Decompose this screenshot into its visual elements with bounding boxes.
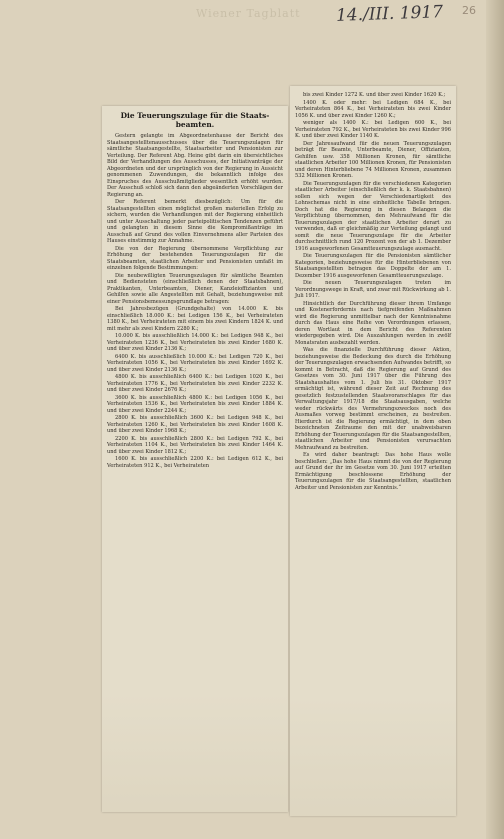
paragraph: Die neuen Teuerungszulagen treten im Verordnungswege in Kraft, und zwar mit Rückwirkung ab 1. Juli 1917. [295, 280, 451, 299]
article-title: Die Teuerungszulage für die Staats- beamten. [120, 111, 270, 129]
masthead-stamp: Wiener Tagblatt [196, 7, 301, 20]
paragraph: 2800 K. bis ausschließlich 3600 K.: bei Ledigen 948 K., bei Verheirateten 1260 K., bei Verheirateten bis zwei Kinder 1608 K. und über zwei Kinder 1968 K.; [107, 415, 283, 434]
paragraph: 10.000 K. bis ausschließlich 14.000 K.: bei Ledigen 948 K., bei Verheirateten 1236 K., bei Verheirateten bis zwei Kinder 1680 K. und über zwei Kinder 2136 K.; [107, 333, 283, 352]
paragraph: 1400 K. oder mehr: bei Ledigen 684 K., bei Verheirateten 864 K., bei Verheirateten bis zwei Kinder 1056 K. und über zwei Kinder 1260 K.; [295, 99, 451, 119]
paragraph: 2200 K. bis ausschließlich 2800 K.: bei Ledigen 792 K., bei Verheirateten 1104 K., bei Verheirateten bis zwei Kinder 1464 K. und über zwei Kinder 1812 K.; [107, 435, 283, 455]
handwritten-date: 14./III. 1917 [335, 2, 444, 26]
paragraph: 1600 K. bis ausschließlich 2200 K.: bei Ledigen 612 K., bei Verheirateten 912 K., bei Verheirateten [107, 456, 283, 469]
paragraph: Bei Jahresbezügen (Grundgehalte) von 14.000 K. bis einschließlich 18.000 K.: bei Ledigen 156 K., bei Verheirateten 1380 K., bei Verheirateten mit einem bis zwei Kindern 1824 K. und mit mehr als zwei Kindern 2280 K.; [107, 306, 283, 332]
paragraph: weniger als 1400 K.: bei Ledigen 600 K., bei Verheirateten 792 K., bei Verheirateten bis zwei Kinder 996 K. und über zwei Kinder 1140 K. [295, 120, 451, 139]
paragraph: 6400 K. bis ausschließlich 10.000 K.: bei Ledigen 720 K., bei Verheirateten 1056 K., bei Verheirateten bis zwei Kinder 1692 K. und über zwei Kinder 2136 K.; [107, 353, 283, 373]
paragraph: Die von der Regierung übernommene Verpflichtung zur Erhöhung der bestehenden Teuerungszulagen für die Staatsbeamten, staatlichen Arbeiter und Pensionisten umfaßt im einzelnen folgende Bestimmungen: [107, 245, 283, 271]
left-column-text [107, 112, 283, 808]
archive-header [0, 0, 504, 34]
paragraph: Was die finanzielle Durchführung dieser Aktion, beziehungsweise die Bedeckung des durch die Erhöhung der Teuerungszulagen erwachsenden Aufwandes betrifft, so kommt in Betracht, daß die Regierung auf Grund des Gesetzes vom 30. Juni 1917 über die Führung des Staatshaushaltes vom 1. Juli bis 31. Oktober 1917 ermächtigt ist, während dieser Zeit auf Rechnung des gesetzlich festzustellenden Staatsvoranschlages für das Verwaltungsjahr 1917/18 die Staatsausgaben, welche weder rückwärts des Vermehrungszweckes noch des Ausmaßes vorweg bestimmt erscheinen, zu bestreiten. Hierdurch ist die Regierung ermächtigt, in dem oben bezeichneten Zeitraume den mit der unabweisbaren Erhöhung der Teuerungszulagen für die Staatsangestellten, staatlichen Arbeiter und Pensionisten verursachten Mehraufwand zu bestreiten. [295, 347, 451, 451]
paragraph: Es wird daher beantragt: Das hohe Haus wolle beschließen: „Das hohe Haus nimmt die von der Regierung auf Grund der ihr im Gesetze vom 30. Juni 1917 erteilten Ermächtigung beschlossene Erhöhung der Teuerungszulagen für die Staatsangestellten, staatlichen Arbeiter und Pensionisten zur Kenntnis.“ [295, 452, 451, 491]
paragraph: bis zwei Kinder 1272 K. und über zwei Kinder 1620 K.; [303, 92, 446, 98]
paragraph: Die Teuerungszulagen für die Pensionisten sämtlicher Kategorien, beziehungsweise für die Hinterbliebenen von Staatsangestellten betragen das Doppelte der am 1. Dezember 1916 ausgeworfenen Gesamtteuerungszulage. [295, 253, 451, 279]
paragraph: Die Teuerungszulagen für die verschiedenen Kategorien staatlicher Arbeiter (einschließlich der k. k. Staatsbahnen) sollen sich wegen der Verschiedenartigkeit des Lohnschemas nicht in eine einheitliche Tabelle bringen. Doch hat die Regierung in diesen Belangen die Verpflichtung übernommen, den Mehraufwand für die Teuerungszulagen der staatlichen Arbeiter derart zu verwenden, daß er gleichmäßig zur Verteilung gelangt und somit die neue Teuerungszulage für die Arbeiter durchschnittlich rund 120 Prozent von der ab 1. Dezember 1916 ausgeworfenen Gesamtteuerungszulage ausmacht. [295, 180, 451, 252]
paragraph: Gestern gelangte im Abgeordnetenhause der Bericht des Staatsangestelltenausschusses über die Teuerungszulagen für sämtliche Staatsangestellte, Staatsarbeiter und Pensionisten zur Verteilung. Der Referent Abg. Heine gibt darin ein übersichtliches Bild der Verhandlungen des Ausschusses, der Initiativanträge der Abgeordneten und der ursprünglich von der Regierung in Aussicht genommenen Zuwendungen, die bekanntlich infolge des Einspruches des Ausschußmitglieder wesentlich erhöht wurden. Der Ausschuß schloß sich dann den abgeänderten Vorschlägen der Regierung an. [107, 133, 283, 198]
clipping-right-column [290, 86, 456, 816]
clipping-left-column [102, 106, 288, 812]
paragraph: Der Referent bemerkt diesbezüglich: Um für die Staatsangestellten einen möglichst großen materiellen Erfolg zu sichern, wurden die Verhandlungen mit der Regierung einheitlich und unter Ausschaltung jeder parteipolitischen Tendenzen geführt und gelangten in diesem Sinne die Kompromißanträge im Ausschuß auf Grund des vollen Einvernehmens aller Parteien des Hauses einstimmig zur Annahme. [107, 199, 283, 244]
paragraph: 4800 K. bis ausschließlich 6400 K.: bei Ledigen 1020 K., bei Verheirateten 1776 K., bei Verheirateten bis zwei Kinder 2232 K. und über zwei Kinder 2676 K.; [107, 374, 283, 393]
board-edge-shadow [486, 0, 504, 839]
right-column-text [295, 92, 451, 812]
paragraph: Der Jahresaufwand für die neuen Teuerungszulagen beträgt für Beamte, Unterbeamte, Diener, Offizianten, Gehilfen usw. 358 Millionen Kronen, für sämtliche staatlichen Arbeiter 100 Millionen Kronen, für Pensionisten und deren Hinterbliebene 74 Millionen Kronen, zusammen 532 Millionen Kronen. [295, 140, 451, 179]
paragraph: Die neubewilligten Teuerungszulagen für sämtliche Beamten und Bediensteten (einschließlich denen der Staatsbahnen), Praktikanten, Unterbeamten, Diener, Kanzleioffizianten und Gehilfen sowie alle Angestellten mit Gehalt, beziehungsweise mit einer Pensionsbemessungsgrundlage betragen: [107, 272, 283, 305]
paragraph: 3600 K. bis ausschließlich 4800 K.: bei Ledigen 1056 K., bei Verheirateten 1536 K., bei Verheirateten bis zwei Kinder 1884 K. und über zwei Kinder 2244 K.; [107, 394, 283, 414]
page-number: 26 [462, 4, 476, 17]
paragraph: Hinsichtlich der Durchführung dieser ihrem Umfange und Kostenerfordernis nach tiefgreifenden Maßnahmen wird die Regierung unmittelbar nach der Kenntnisnahme durch das Haus eine Reihe von Verordnungen erlassen, deren Wortlaut in dem Bericht des Referenten wiedergegeben wird. Die Auszahlungen werden in zwölf Monatsraten ausbezahlt werden. [295, 300, 451, 346]
